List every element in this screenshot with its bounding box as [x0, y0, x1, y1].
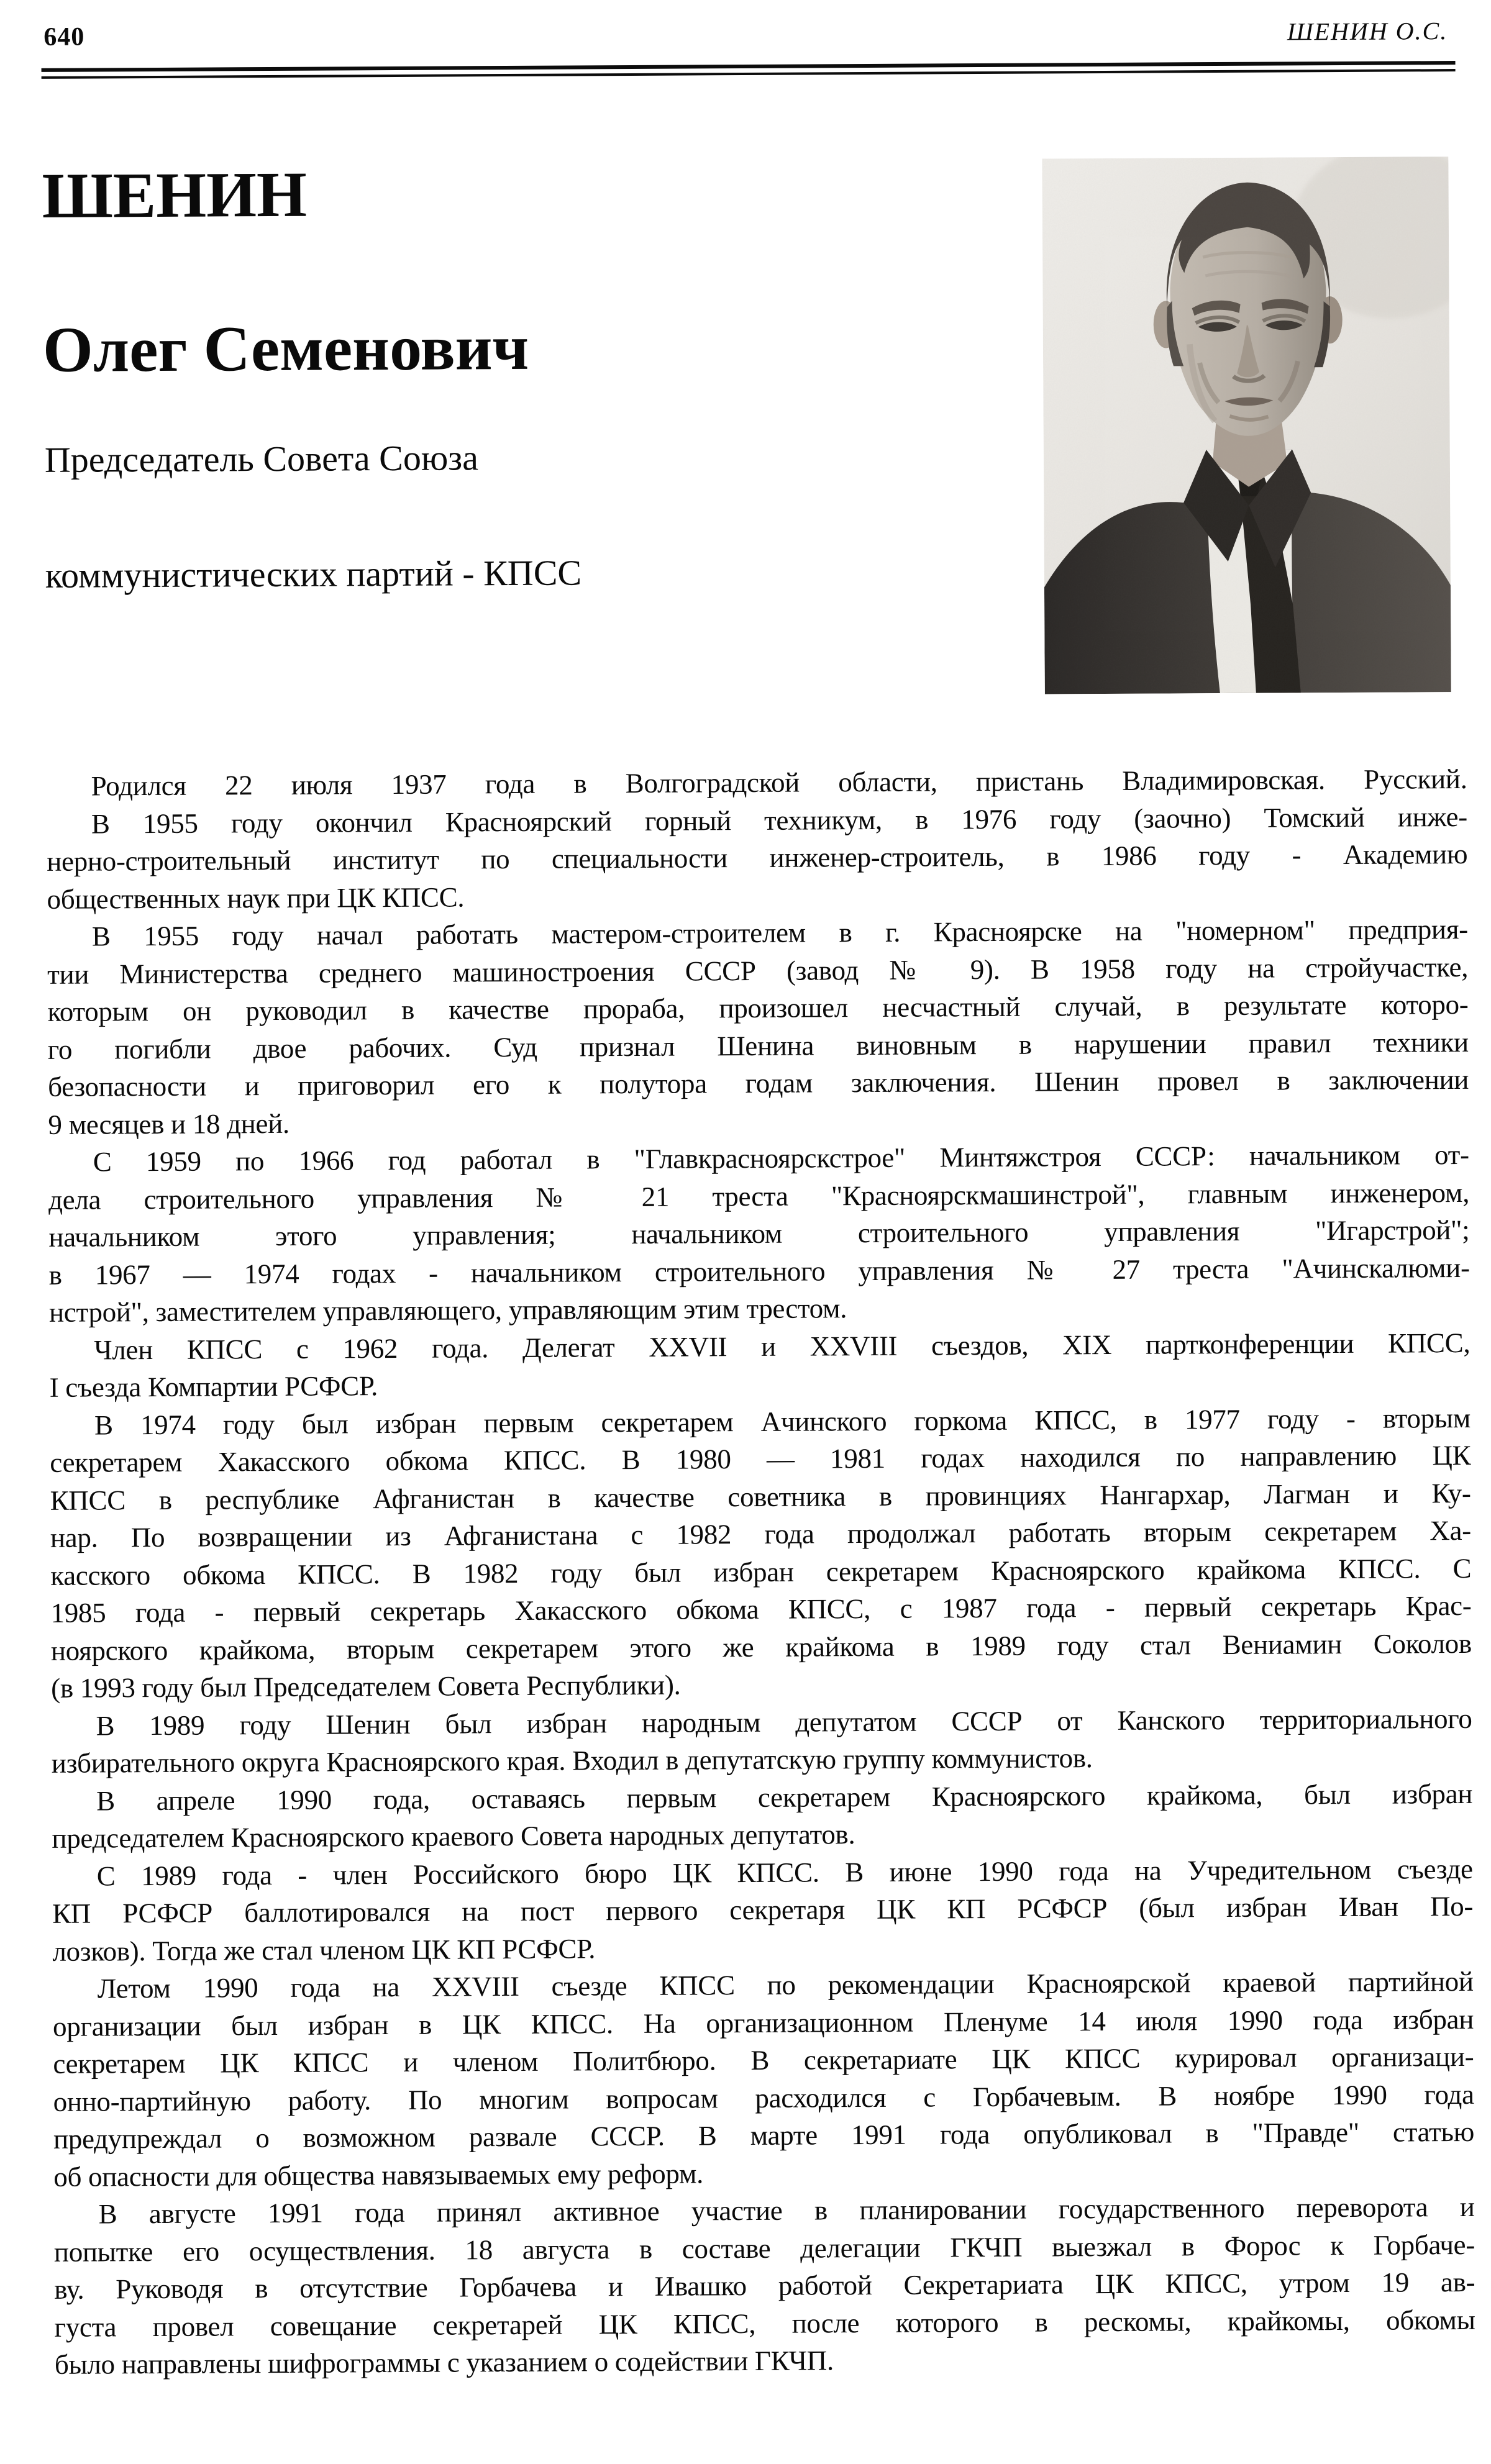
bio-paragraph	[47, 911, 1469, 1143]
bio-line: было направлены шифрограммы с указанием о содействии ГКЧП.	[54, 2345, 834, 2380]
bio-line: В 1989 году Шенин был избран народным депутатом СССР от Канского территориального	[96, 1703, 1472, 1742]
bio-line: секретарем ЦК КПСС и членом Политбюро. В секретариате ЦК КПСС курировал организаци-	[53, 2040, 1474, 2080]
page-number: 640	[43, 22, 85, 52]
bio-line: В 1955 году окончил Красноярский горный техникум, в 1976 году (заочно) Томский инже-	[91, 801, 1468, 840]
bio-line: нстрой", заместителем управляющего, управляющим этим трестом.	[48, 1293, 847, 1328]
subtitle-line1: Председатель Совета Союза	[44, 437, 479, 480]
bio-line: В 1974 году был избран первым секретарем Ачинского горкома КПСС, в 1977 году - вторым	[94, 1402, 1471, 1441]
bio-line: онно-партийную работу. По многим вопросам расходился с Горбачевым. В ноябре 1990 года	[53, 2078, 1474, 2117]
bio-line: нерно-строительный институт по специальности инженер-строитель, в 1986 году - Академию	[47, 838, 1468, 877]
header-rule	[42, 61, 1456, 79]
bio-line: КПСС в республике Афганистан в качестве советника в провинциях Нангархар, Лагман и Ку-	[50, 1477, 1471, 1516]
bio-line: густа провел совещание секретарей ЦК КПСС, после которого в рескомы, крайкомы, обкомы	[54, 2304, 1475, 2343]
portrait-photo	[1042, 157, 1451, 694]
title-surname: ШЕНИН	[42, 158, 308, 232]
running-header-title: ШЕНИН О.С.	[1287, 17, 1448, 46]
bio-line: го погибли двое рабочих. Суд признал Шенина виновным в нарушении правил техники	[47, 1026, 1469, 1065]
bio-line: В 1955 году начал работать мастером-строителем в г. Красноярске на "номерном" предприя-	[91, 913, 1468, 952]
bio-line: безопасности и приговорил его к полутора годам заключения. Шенин провел в заключении	[48, 1063, 1469, 1102]
bio-line: 1985 года - первый секретарь Хакасского обкома КПСС, с 1987 года - первый секретарь Крас-	[50, 1589, 1472, 1629]
bio-line: начальником этого управления; начальником строительного управления "Игарстрой";	[48, 1214, 1470, 1253]
subtitle-line2: коммунистических партий - КПСС	[45, 552, 582, 596]
bio-paragraph	[48, 1136, 1470, 1331]
bio-paragraph	[47, 798, 1468, 917]
bio-line: попытке его осуществления. 18 августа в составе делегации ГКЧП выезжал в Форос к Горбаче-	[53, 2229, 1475, 2268]
bio-line: С 1989 года - член Российского бюро ЦК КПСС. В июне 1990 года на Учредительном съезде	[96, 1853, 1473, 1892]
bio-paragraph	[53, 1963, 1475, 2196]
bio-paragraph	[50, 1399, 1472, 1707]
bio-line: избирательного округа Красноярского края. Входил в депутатскую группу коммунистов.	[51, 1742, 1093, 1779]
bio-line: Член КПСС с 1962 года. Делегат XXVII и XXVIII съездов, XIX партконференции КПСС,	[94, 1327, 1470, 1366]
bio-line: (в 1993 году был Председателем Совета Республики).	[51, 1669, 681, 1704]
bio-line: в 1967 — 1974 годах - начальником строительного управления № 27 треста "Ачинскалюми-	[48, 1252, 1470, 1291]
bio-line: касского обкома КПСС. В 1982 году был избран секретарем Красноярского крайкома КПСС. С	[50, 1552, 1472, 1591]
title-given-names: Олег Семенович	[42, 311, 529, 386]
bio-paragraph	[46, 760, 1467, 805]
biography-text	[46, 760, 1475, 2383]
bio-line: лозков). Тогда же стал членом ЦК КП РСФСР.	[52, 1932, 596, 1967]
bio-line: нар. По возвращении из Афганистана с 1982 года продолжал работать вторым секретарем Ха-	[50, 1514, 1472, 1553]
bio-line: ву. Руководя в отсутствие Горбачева и Ивашко работой Секретариата ЦК КПСС, утром 19 ав-	[54, 2266, 1475, 2305]
bio-line: I съезда Компартии РСФСР.	[49, 1370, 378, 1403]
portrait-photo-graphic	[1042, 157, 1451, 694]
bio-paragraph	[51, 1699, 1472, 1782]
bio-line: ноярского крайкома, вторым секретарем этого же крайкома в 1989 году стал Вениамин Соколов	[50, 1627, 1472, 1666]
bio-paragraph	[52, 1775, 1473, 1857]
bio-line: дела строительного управления № 21 треста "Красноярскмашинстрой", главным инженером,	[48, 1176, 1470, 1216]
bio-line: организации был избран в ЦК КПСС. На организационном Пленуме 14 июля 1990 года избран	[52, 2003, 1474, 2042]
article-title	[42, 155, 529, 389]
bio-line: С 1959 по 1966 год работал в "Главкрасноярскстрое" Минтяжстроя СССР: начальником от-	[93, 1139, 1469, 1178]
bio-line: 9 месяцев и 18 дней.	[48, 1107, 290, 1140]
bio-line: В апреле 1990 года, оставаясь первым секретарем Красноярского крайкома, был избран	[96, 1778, 1473, 1817]
bio-paragraph	[52, 1850, 1474, 1970]
bio-line: секретарем Хакасского обкома КПСС. В 1980 — 1981 годах находился по направлению ЦК	[50, 1439, 1471, 1478]
bio-line: об опасности для общества навязываемых ему реформ.	[53, 2157, 704, 2193]
bio-line: предупреждал о возможном развале СССР. В марте 1991 года опубликовал в "Правде" статью	[53, 2116, 1475, 2155]
bio-line: Летом 1990 года на XXVIII съезде КПСС по рекомендации Красноярской краевой партийной	[97, 1965, 1474, 2004]
bio-line: Родился 22 июля 1937 года в Волгоградской области, пристань Владимировская. Русский.	[91, 763, 1467, 802]
article-subtitle	[45, 428, 582, 604]
bio-line: В августе 1991 года принял активное участие в планировании государственного переворота и	[98, 2191, 1475, 2230]
bio-line: председателем Красноярского краевого Совета народных депутатов.	[52, 1819, 855, 1854]
bio-line: КП РСФСР баллотировался на пост первого секретаря ЦК КП РСФСР (был избран Иван По-	[52, 1890, 1474, 1929]
bio-line: тии Министерства среднего машиностроения СССР (завод № 9). В 1958 году на стройучастке,	[47, 951, 1469, 990]
bio-paragraph	[53, 2188, 1475, 2383]
bio-paragraph	[49, 1324, 1470, 1406]
bio-line: которым он руководил в качестве прораба, произошел несчастный случай, в результате которо-	[47, 988, 1469, 1027]
bio-line: общественных наук при ЦК КПСС.	[47, 881, 465, 915]
